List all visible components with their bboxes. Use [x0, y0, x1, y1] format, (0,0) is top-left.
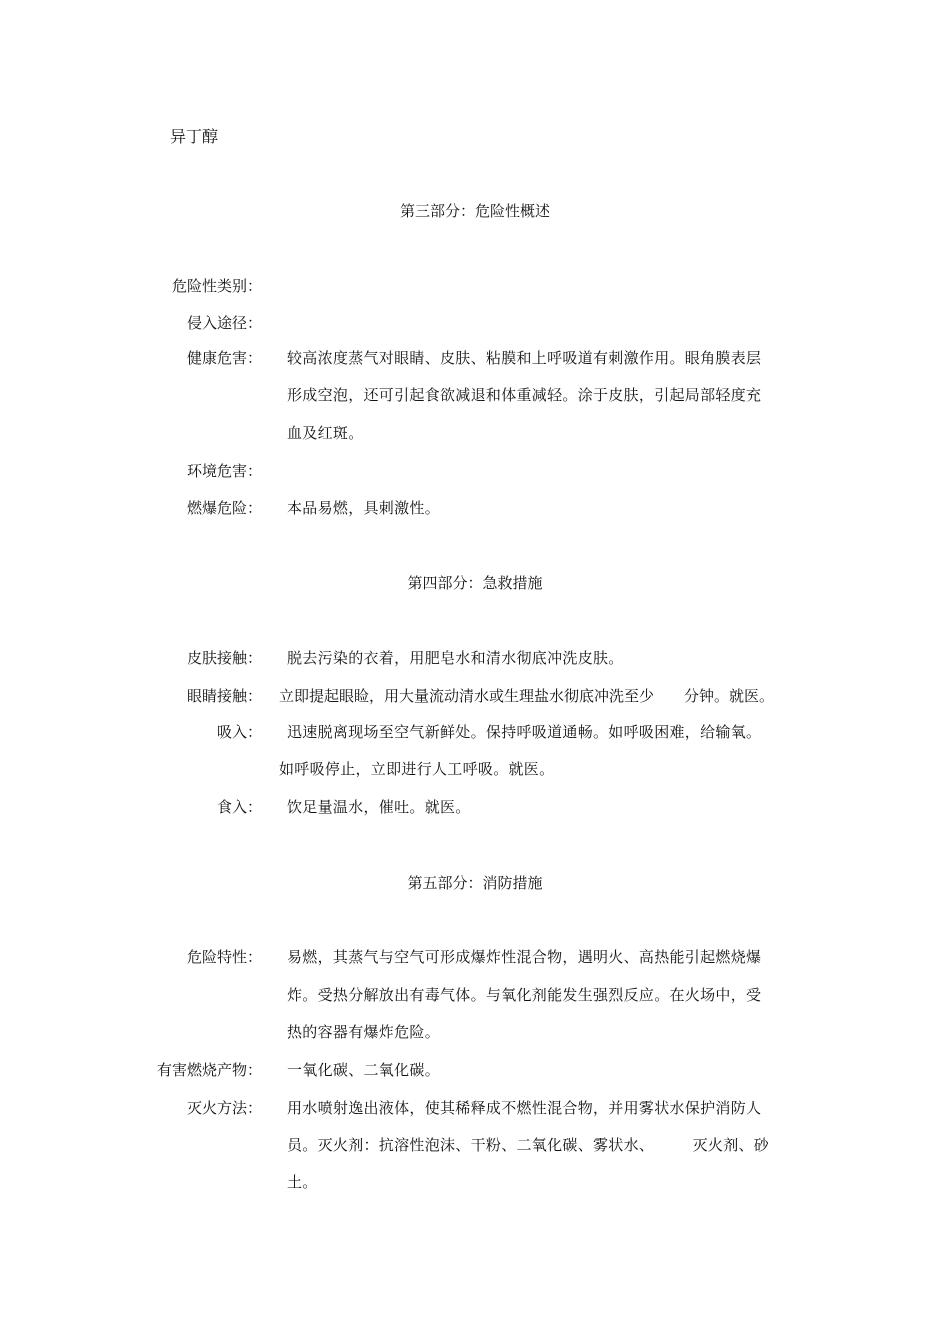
- field-skin-contact: [150, 647, 830, 673]
- field-text-line: 立即提起眼睑，用大量流动清水或生理盐水彻底冲洗至少 分钟。就医。: [279, 687, 775, 705]
- field-ingestion: [150, 796, 830, 822]
- field-label: 燃爆危险：: [186, 499, 262, 517]
- field-extinguishing-method: [150, 1097, 830, 1191]
- field-exposure-route: [150, 312, 830, 338]
- field-hazard-class: [150, 275, 830, 301]
- field-label: 灭火方法：: [186, 1099, 262, 1117]
- field-combustion-products: [150, 1059, 830, 1085]
- field-health-hazard: [150, 347, 830, 442]
- field-text-line: 形成空泡，还可引起食欲减退和体重减轻。涂于皮肤，引起局部轻度充: [287, 386, 762, 404]
- document-title: 异丁醇: [170, 127, 219, 146]
- field-text-line: 热的容器有爆炸危险。: [287, 1023, 441, 1041]
- field-text-line: 迅速脱离现场至空气新鲜处。保持呼吸道通畅。如呼吸困难，给输氧。: [287, 723, 762, 741]
- field-text-line: 脱去污染的衣着，用肥皂水和清水彻底冲洗皮肤。: [287, 649, 624, 667]
- field-text-line: 用水喷射逸出液体，使其稀释成不燃性混合物，并用雾状水保护消防人: [287, 1099, 762, 1117]
- field-label: 环境危害：: [186, 462, 262, 480]
- field-label: 吸入：: [216, 723, 262, 741]
- field-fire-explosion-hazard: [150, 497, 830, 523]
- field-label: 眼睛接触：: [186, 687, 262, 705]
- field-text-line: 如呼吸停止，立即进行人工呼吸。就医。: [279, 760, 555, 778]
- field-text-line: 一氧化碳、二氧化碳。: [287, 1061, 441, 1079]
- field-label: 食入：: [216, 798, 262, 816]
- field-label: 健康危害：: [186, 349, 262, 367]
- field-text-line: 土。: [287, 1173, 318, 1191]
- field-text-line: 血及红斑。: [287, 424, 364, 442]
- field-inhalation: [150, 721, 830, 778]
- field-label: 有害燃烧产物：: [156, 1061, 262, 1079]
- field-label: 危险特性：: [186, 948, 262, 966]
- field-text-line: 员。灭火剂：抗溶性泡沫、干粉、二氧化碳、雾状水、 灭火剂、砂: [287, 1136, 770, 1154]
- section-heading-4: 第四部分：急救措施: [407, 574, 543, 592]
- field-text-line: 较高浓度蒸气对眼睛、皮肤、粘膜和上呼吸道有刺激作用。眼角膜表层: [287, 349, 762, 367]
- field-text-line: 炸。受热分解放出有毒气体。与氧化剂能发生强烈反应。在火场中，受: [287, 986, 762, 1004]
- field-environment-hazard: [150, 460, 830, 486]
- section-heading-3: 第三部分：危险性概述: [399, 202, 550, 220]
- field-label: 侵入途径：: [186, 314, 262, 332]
- field-hazard-characteristics: [150, 946, 830, 1041]
- field-text-line: 本品易燃，具刺激性。: [287, 499, 441, 517]
- section-heading-5: 第五部分：消防措施: [407, 874, 543, 892]
- field-text-line: 饮足量温水，催吐。就医。: [287, 798, 471, 816]
- field-text-line: 易燃，其蒸气与空气可形成爆炸性混合物，遇明火、高热能引起燃烧爆: [287, 948, 762, 966]
- field-label: 危险性类别：: [171, 277, 262, 295]
- field-label: 皮肤接触：: [186, 649, 262, 667]
- field-eye-contact: [150, 685, 830, 711]
